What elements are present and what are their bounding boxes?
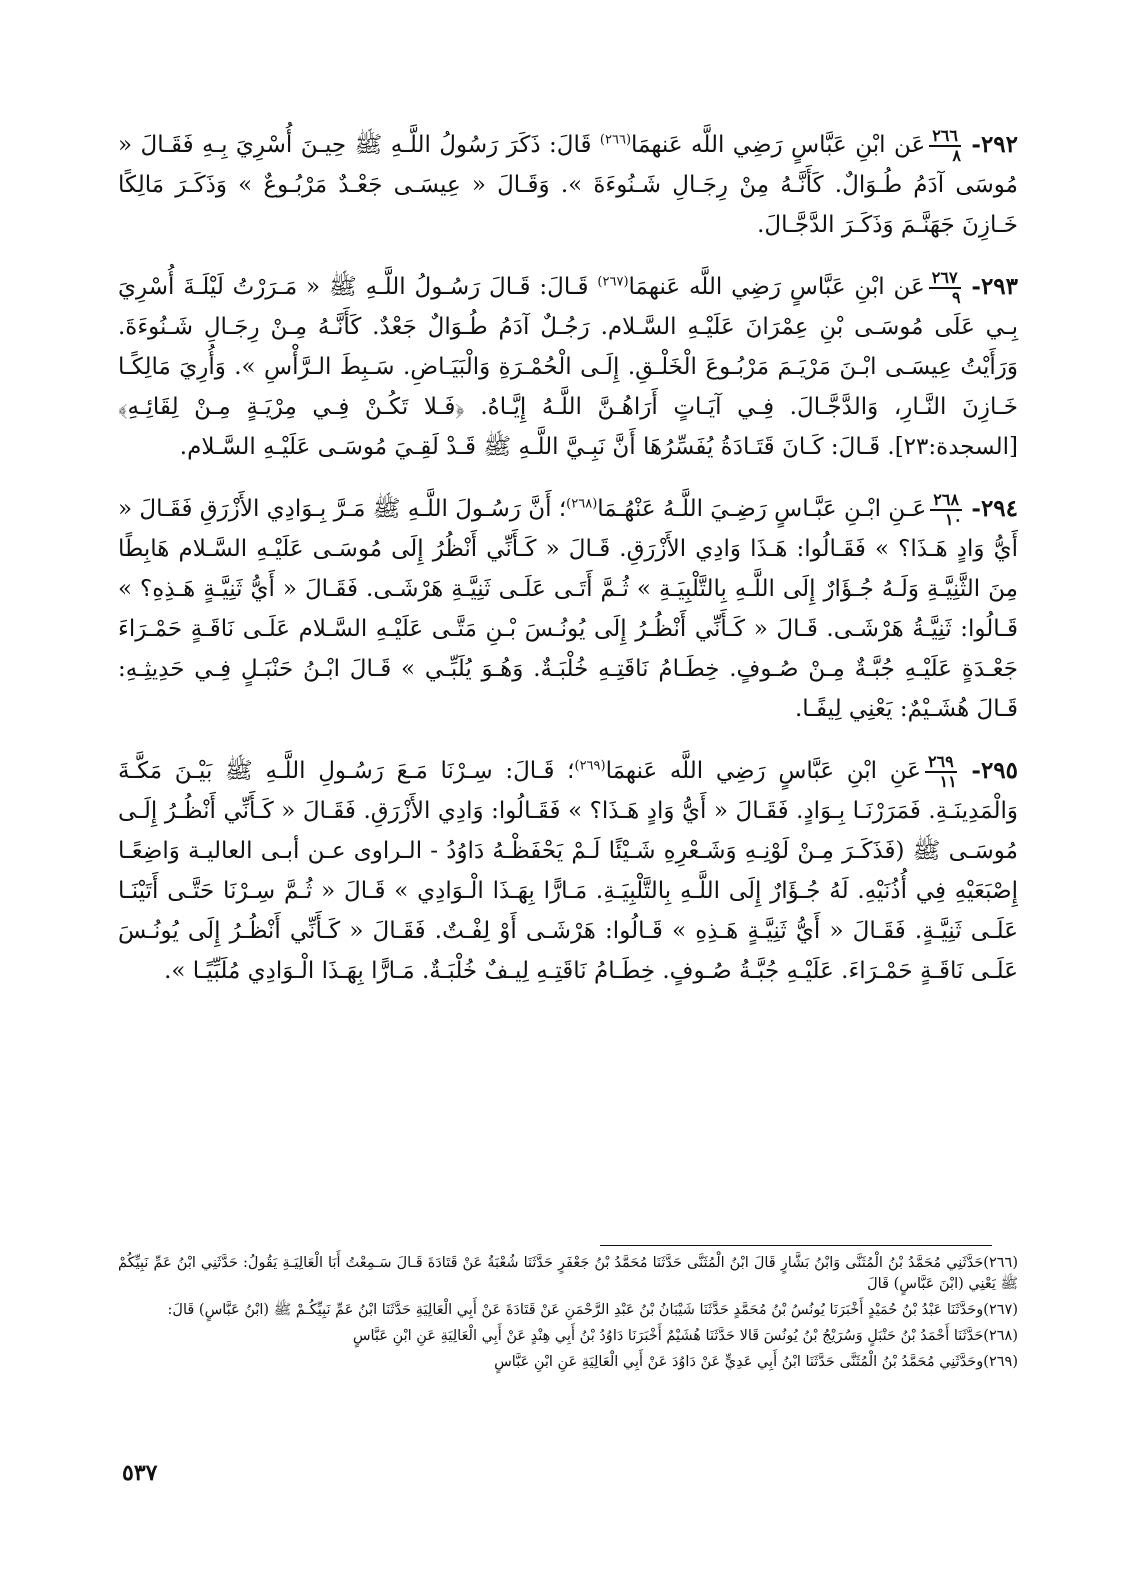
- footnote-text: وحَدَّثَنَا عَبْدُ بْنُ حُمَيْدٍ أَخْبَرَنَا يُونُسُ بْنُ مُحَمَّدٍ حَدَّثَنَا شَيْبَانُ بْنُ عَبْدِ الرَّحْمَنِ عَنْ قَتَادَةَ عَنْ أَبِي الْعَالِيَةِ حَدَّثَنَا ابْنُ عَمِّ نَبِيِّكُـمْ ﷺ (ابْنُ عَبَّاسٍ) قَالَ:: [167, 1302, 984, 1318]
- hadith-text: قَالَ: ذَكَرَ رَسُولُ اللَّـهِ ﷺ حِيـنَ أُسْرِيَ بِـهِ فَقَـالَ « مُوسَى آدَمُ طُـوَالٌ. كَأَنَّـهُ مِنْ رِجَـالِ شَـنُوءَةَ ». وَقَـالَ « عِيسَـى جَعْـدٌ مَرْبُـوعٌ » وَذَكَـرَ مَالِكًا خَـازِنَ جَهَنَّـمَ وَذَكَـرَ الدَّجَّـالَ.: [118, 132, 1018, 238]
- fraction-top: ٢٦٨: [930, 492, 962, 511]
- footnote: [118, 1352, 1018, 1373]
- hadith-opening: عَن ابْنِ عَبَّاسٍ رَضِي اللَّه عَنهمَا: [631, 132, 926, 158]
- footnote-text: وحَدَّثَنِي مُحَمَّدُ بْنُ الْمُثَنَّى حَدَّثَنَا ابْنُ أَبِي عَدِيٍّ عَنْ دَاوُدَ عَنْ أَبِي الْعَالِيَةِ عَنِ ابْنِ عَبَّاسٍ: [494, 1354, 984, 1370]
- page-number: ٥٣٧: [122, 1460, 158, 1486]
- footnote: [118, 1326, 1018, 1347]
- hadith-fraction-ref: [930, 492, 962, 528]
- footnote-ref: (٢٦٨): [566, 496, 598, 512]
- footnote: [118, 1253, 1018, 1295]
- footnotes: [118, 1253, 1018, 1378]
- footnote: [118, 1300, 1018, 1321]
- hadith-number: ٢٩٥-: [971, 757, 1018, 784]
- footnote-divider: [600, 1245, 992, 1246]
- footnote-ref: (٢٦٧): [597, 274, 629, 290]
- fraction-bottom: ١٠: [944, 510, 963, 529]
- main-text: [118, 125, 1018, 1013]
- hadith-paragraph: [118, 125, 1018, 245]
- footnote-number: (٢٦٦): [983, 1255, 1018, 1271]
- hadith-number: ٢٩٣-: [971, 273, 1019, 300]
- hadith-opening: عَـنِ ابْـنِ عَبَّـاسٍ رَضِـيَ اللَّـهُ عَنْهُـمَا: [597, 496, 927, 522]
- hadith-opening: عَن ابْنِ عَبَّاسٍ رَضِي اللَّه عَنهمَا: [628, 274, 925, 300]
- hadith-fraction-ref: [929, 128, 961, 164]
- fraction-bottom: ٩: [951, 288, 961, 307]
- hadith-number: ٢٩٢-: [971, 131, 1019, 158]
- hadith-paragraph: [118, 751, 1018, 991]
- footnote-number: (٢٦٨): [983, 1328, 1018, 1344]
- footnote-text: حَدَّثَنَا أَحْمَدُ بْنُ حَنْبَلٍ وَسُرَيْجُ بْنُ يُونُسَ قَالا حَدَّثَنَا هُشَيْمٌ أَخْبَرَنَا دَاوُدُ بْنُ أَبِي هِنْدٍ عَنْ أَبِي الْعَالِيَةِ عَنِ ابْنِ عَبَّاسٍ: [352, 1328, 984, 1344]
- hadith-fraction-ref: [925, 754, 957, 790]
- footnote-ref: (٢٦٩): [574, 758, 606, 774]
- hadith-paragraph: [118, 489, 1018, 729]
- hadith-text: قَـالَ: قَـالَ رَسُـولُ اللَّـهِ ﷺ « مَـرَرْتُ لَيْلَـةَ أُسْرِيَ بِـي عَلَى مُوسَـى بْنِ عِمْرَانَ عَلَيْـهِ السَّـلام. رَجُـلٌ آدَمُ طُـوَالٌ جَعْدٌ. كَأَنَّـهُ مِـنْ رِجَـالِ شَـنُوءَةَ. وَرَأَيْتُ عِيسَـى ابْـنَ مَرْيَـمَ مَرْبُـوعَ الْخَلْـقِ. إِلَـى الْحُمْـرَةِ وَالْبَيَـاضِ. سَـبِطَ الـرَّأْسِ ». وَأُرِيَ مَالِكًـا خَـازِنَ النَّـارِ، وَالدَّجَّـالَ. فِـي آيَـاتٍ أَرَاهُـنَّ اللَّـهُ إِيَّـاهُ. ﴿فَـلا تَكُـنْ فِـي مِرْيَـةٍ مِـنْ لِقَائِـهِ﴾ [السجدة:٢٣]. قَـالَ: كَـانَ قَتَـادَةُ يُفَسِّرُهَا أَنَّ نَبِـيَّ اللَّـهِ ﷺ قَـدْ لَقِـيَ مُوسَـى عَلَيْـهِ السَّـلام.: [118, 274, 1018, 460]
- fraction-top: ٢٦٩: [925, 754, 957, 773]
- footnote-number: (٢٦٧): [983, 1302, 1018, 1318]
- hadith-paragraph: [118, 267, 1018, 467]
- fraction-top: ٢٦٧: [929, 270, 961, 289]
- hadith-number: ٢٩٤-: [971, 495, 1018, 522]
- hadith-fraction-ref: [929, 270, 961, 306]
- footnote-number: (٢٦٩): [983, 1354, 1018, 1370]
- fraction-top: ٢٦٦: [929, 128, 961, 147]
- footnote-text: حَدَّثَنِي مُحَمَّدُ بْنُ الْمُثَنَّى وَابْنُ بَشَّارٍ قَالَ ابْنُ الْمُثَنَّى حَدَّثَنَا مُحَمَّدُ بْنُ جَعْفَرٍ حَدَّثَنَا شُعْبَةُ عَنْ قَتَادَةَ قَـالَ سَـمِعْتُ أَبَا الْعَالِيَـةِ يَقُولُ: حَدَّثَنِي ابْنُ عَمِّ نَبِيِّكُمْ ﷺ يَعْنِي (ابْنَ عَبَّاسٍ) قَالَ: [118, 1255, 1018, 1292]
- hadith-text: ؛ قَـالَ: سِـرْنَا مَـعَ رَسُـولِ اللَّـهِ ﷺ بَيْـنَ مَكَّـةَ وَالْمَدِينَـةِ. فَمَرَرْنَـا بِـوَادٍ. فَقَـالَ « أَيُّ وَادٍ هَـذَا؟ » فَقَـالُوا: وَادِي الأَزْرَقِ. فَقَـالَ « كَـأَنِّي أَنْظُـرُ إِلَـى مُوسَـى ﷺ (فَذَكَـرَ مِـنْ لَوْنِـهِ وَشَـعْرِهِ شَـيْئًا لَـمْ يَحْفَظْـهُ دَاوُدُ - الـراوى عـن أبـى العاليـة وَاضِعًـا إِصْبَعَيْهِ فِي أُذُنَيْهِ. لَهُ جُـؤَارٌ إِلَى اللَّـهِ بِالتَّلْبِيَـةِ. مَـارًّا بِهَـذَا الْـوَادِي » قَـالَ « ثُـمَّ سِـرْنَا حَتَّـى أَتَيْنَـا عَلَـى ثَنِيَّـةٍ. فَقَـالَ « أَيُّ ثَنِيَّـةٍ هَـذِهِ » قَـالُوا: هَرْشَـى أَوْ لِفْـتٌ. فَقَـالَ « كَـأَنِّي أَنْظُـرُ إِلَى يُونُـسَ عَلَـى نَاقَـةٍ حَمْـرَاءَ. عَلَيْـهِ جُبَّـةُ صُـوفٍ. خِطَـامُ نَاقَتِـهِ لِيـفٌ خُلْبَـةٌ. مَـارًّا بِهَـذَا الْـوَادِي مُلَبِّيًـا ».: [118, 758, 1018, 984]
- fraction-bottom: ١١: [939, 772, 957, 791]
- hadith-opening: عَنِ ابْنِ عَبَّاسٍ رَضِي اللَّه عَنهمَا: [605, 758, 921, 784]
- footnote-ref: (٢٦٦): [599, 132, 632, 148]
- hadith-text: ؛ أَنَّ رَسُـولَ اللَّـهِ ﷺ مَـرَّ بِـوَادِي الأَزْرَقِ فَقَـالَ « أَيُّ وَادٍ هَـذَا؟ » فَقَـالُوا: هَـذَا وَادِي الأَزْرَقِ. قَـالَ « كَـأَنِّي أَنْظُرُ إِلَى مُوسَـى عَلَيْـهِ السَّـلام هَابِطًا مِنَ الثَّنِيَّـةِ وَلَـهُ جُـؤَارٌ إِلَى اللَّـهِ بِالتَّلْبِيَـةِ » ثُـمَّ أَتَـى عَلَـى ثَنِيَّـةِ هَرْشَـى. فَقَـالَ « أَيُّ ثَنِيَّـةٍ هَـذِهِ؟ » قَـالُوا: ثَنِيَّـةُ هَرْشَـى. قَـالَ « كَـأَنِّي أَنْظُـرُ إِلَى يُونُـسَ بْـنِ مَتَّـى عَلَيْـهِ السَّـلام عَلَـى نَاقَـةٍ حَمْـرَاءَ جَعْـدَةٍ عَلَيْـهِ جُبَّـةٌ مِـنْ صُـوفٍ. خِطَـامُ نَاقَتِـهِ خُلْبَـةٌ. وَهُـوَ يُلَبِّـي » قَـالَ ابْـنُ حَنْبَـلٍ فِـي حَدِيثِـهِ: قَـالَ هُشَـيْمٌ: يَعْنِي لِيفًـا.: [118, 496, 1018, 722]
- fraction-bottom: ٨: [952, 146, 961, 165]
